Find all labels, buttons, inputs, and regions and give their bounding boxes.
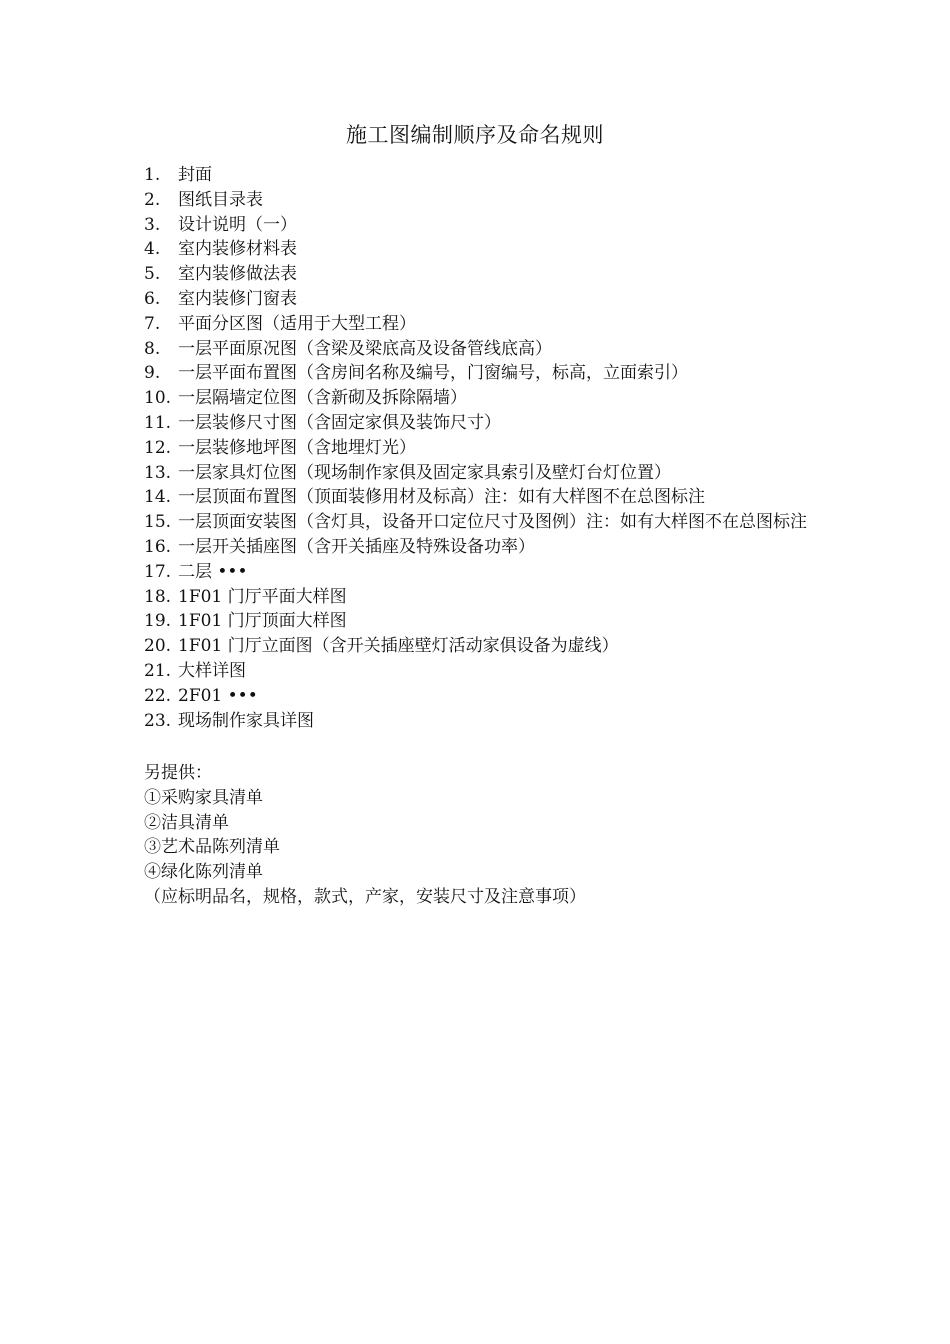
list-item-number: 19.	[144, 611, 172, 632]
list-item	[144, 262, 824, 287]
drawing-order-list	[144, 163, 824, 733]
list-item	[144, 411, 824, 436]
list-item-number: 3.	[144, 214, 161, 235]
list-item	[144, 485, 824, 510]
list-item-text: 室内装修材料表	[178, 239, 297, 260]
list-item	[144, 436, 824, 461]
list-item-text: 一层平面布置图（含房间名称及编号，门窗编号，标高，立面索引）	[178, 363, 688, 384]
list-item-number: 18.	[144, 586, 172, 607]
list-item-text: 大样详图	[178, 660, 246, 681]
list-item-text: 1F01 门厅平面大样图	[178, 586, 347, 607]
list-item-number: 17.	[144, 561, 172, 582]
additional-item: ④绿化陈列清单	[144, 862, 263, 883]
list-item-text: 一层家具灯位图（现场制作家俱及固定家具索引及壁灯台灯位置）	[178, 462, 671, 483]
list-item	[144, 709, 824, 734]
list-item-text: 一层顶面布置图（顶面装修用材及标高）注：如有大样图不在总图标注	[178, 487, 705, 508]
list-item	[144, 659, 824, 684]
list-item-number: 5.	[144, 264, 161, 285]
list-item	[144, 609, 824, 634]
list-item-number: 22.	[144, 685, 172, 706]
list-item-number: 23.	[144, 710, 172, 731]
additional-note: （应标明品名，规格，款式，产家，安装尺寸及注意事项）	[144, 886, 586, 907]
list-item-text: 一层顶面安装图（含灯具，设备开口定位尺寸及图例）注：如有大样图不在总图标注	[178, 512, 807, 533]
list-item	[144, 287, 824, 312]
list-item-text: 一层装修尺寸图（含固定家俱及装饰尺寸）	[178, 412, 501, 433]
list-item	[144, 361, 824, 386]
additional-item: ③艺术品陈列清单	[144, 837, 280, 858]
list-item-number: 9.	[144, 363, 161, 384]
list-item-number: 10.	[144, 388, 172, 409]
list-item	[144, 386, 824, 411]
document-title: 施工图编制顺序及命名规则	[346, 123, 604, 147]
list-item-number: 21.	[144, 660, 172, 681]
list-item-number: 15.	[144, 512, 172, 533]
additional-documents	[144, 761, 824, 910]
list-item-text: 平面分区图（适用于大型工程）	[178, 313, 416, 334]
list-item	[144, 585, 824, 610]
list-item-number: 2.	[144, 189, 161, 210]
list-item	[144, 535, 824, 560]
list-item-text: 图纸目录表	[178, 189, 263, 210]
list-item-text: 室内装修门窗表	[178, 288, 297, 309]
list-item-number: 1.	[144, 165, 161, 185]
list-item	[144, 163, 824, 188]
list-item	[144, 684, 824, 709]
list-item-text: 一层开关插座图（含开关插座及特殊设备功率）	[178, 536, 535, 557]
list-item-text: 封面	[178, 165, 212, 185]
list-item	[144, 634, 824, 659]
list-item-number: 7.	[144, 313, 161, 334]
list-item	[144, 312, 824, 337]
list-item	[144, 188, 824, 213]
list-item-text: 室内装修做法表	[178, 264, 297, 285]
list-item-number: 20.	[144, 636, 172, 657]
list-item-text: 1F01 门厅立面图（含开关插座壁灯活动家俱设备为虚线）	[178, 636, 619, 657]
list-item-text: 一层隔墙定位图（含新砌及拆除隔墙）	[178, 388, 467, 409]
additional-item: ②洁具清单	[144, 812, 229, 833]
list-item-number: 8.	[144, 338, 161, 359]
list-item	[144, 237, 824, 262]
additional-heading: 另提供：	[144, 763, 212, 783]
list-item-number: 11.	[144, 412, 172, 433]
list-item-text: 1F01 门厅顶面大样图	[178, 611, 347, 632]
list-item	[144, 337, 824, 362]
list-item-number: 12.	[144, 437, 172, 458]
list-item	[144, 461, 824, 486]
list-item-text: 2F01 •••	[178, 685, 258, 706]
list-item-text: 二层 •••	[178, 561, 248, 582]
additional-item: ①采购家具清单	[144, 787, 263, 808]
list-item-number: 6.	[144, 288, 161, 309]
list-item-number: 13.	[144, 462, 172, 483]
list-item	[144, 510, 824, 535]
list-item-text: 现场制作家具详图	[178, 710, 314, 731]
list-item-number: 14.	[144, 487, 172, 508]
list-item	[144, 213, 824, 238]
list-item-text: 一层装修地坪图（含地埋灯光）	[178, 437, 416, 458]
list-item	[144, 560, 824, 585]
list-item-number: 16.	[144, 536, 172, 557]
list-item-text: 设计说明（一）	[178, 214, 297, 235]
list-item-text: 一层平面原况图（含梁及梁底高及设备管线底高）	[178, 338, 552, 359]
list-item-number: 4.	[144, 239, 161, 260]
